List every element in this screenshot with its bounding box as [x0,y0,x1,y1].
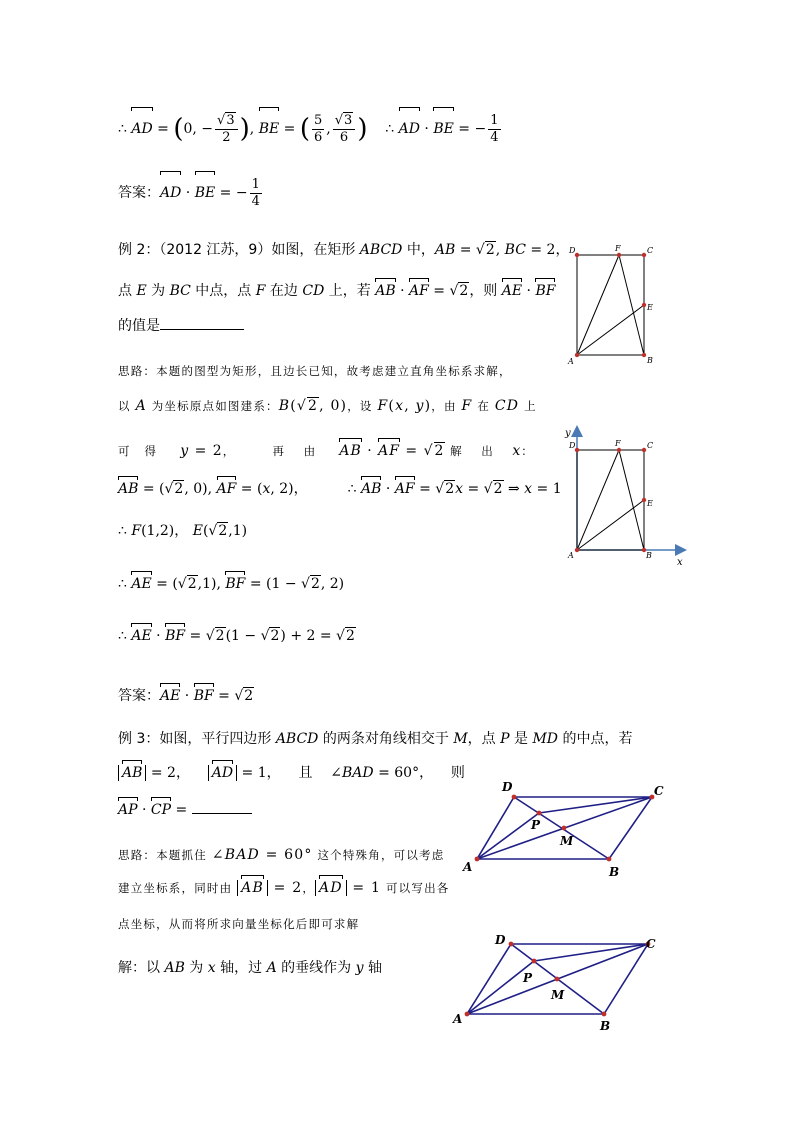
label-A: A [463,860,473,874]
example3-thinking-2: 建立坐标系，同时由 AB = 2， AD = 1 可以写出各 [118,880,450,896]
figure-parallelogram-1 [455,775,685,885]
label-D: D [569,246,576,255]
figure-rectangle-1 [560,240,670,370]
figure-parallelogram-2 [445,928,675,1038]
label-P: P [523,971,533,985]
example3-solution: 解：以 AB 为 x 轴，过 A 的垂线作为 y 轴 [118,960,382,976]
example3-thinking-1: 思路：本题抓住 ∠BAD = 60° 这个特殊角，可以考虑 [118,847,445,863]
label-A: A [568,357,574,366]
label-D: D [495,933,506,947]
x-axis-label: x [677,557,683,568]
example2-condition: 点 E 为 BC 中点，点 F 在边 CD 上，若 AB · AF = √2，则 AE · BF [118,283,556,299]
label-F: F [615,439,621,448]
label-B: B [609,865,620,879]
label-M: M [560,834,574,848]
label-B: B [647,356,653,365]
figure-rectangle-axes [560,424,690,570]
label-M: M [551,988,565,1002]
example2-title: 例 2：（2012 江苏，9）如图，在矩形 ABCD 中，AB = √2, BC = 2， [118,242,570,258]
example2-thinking-3: 可 得 y = 2， 再 由 AB · AF = √2 解 出 x： [118,443,534,459]
example2-step-points: ∴ F(1,2)， E(√2,1) [118,523,248,539]
label-C: C [654,784,664,798]
example2-question: 的值是 [118,316,244,336]
label-A: A [568,551,574,560]
example2-step-vectors: AB = (√2, 0), AF = (x, 2)， ∴ AB · AF = √2x = √2 ⇒ x = 1 [118,481,562,497]
label-D: D [569,441,576,450]
y-axis-label: y [565,428,571,439]
example3-thinking-3: 点坐标，从而将所求向量坐标化后即可求解 [118,917,360,931]
example3-question: AP · CP = [118,800,252,820]
label-A: A [453,1012,463,1026]
label-B: B [600,1019,611,1033]
example2-thinking-2: 以 A 为坐标原点如图建系：B(√2, 0)，设 F(x, y)，由 F 在 CD 上 [118,398,537,414]
label-F: F [615,244,621,253]
example3-condition: AB = 2， AD = 1， 且 ∠BAD = 60°， 则 [118,763,465,783]
label-C: C [647,441,654,450]
answer-2: 答案：AE · BF = √2 [118,688,254,704]
label-D: D [502,780,513,794]
answer-1: 答案：AD · BE = − $\frac{1}{4}$ [118,174,264,212]
label-P: P [531,818,541,832]
example2-thinking-1: 思路：本题的图型为矩形，且边长已知，故考虑建立直角坐标系求解， [118,364,512,378]
line-vectors-ad-be: ∴ AD = (0, − $\frac{√3}{2}$ ), BE = ( $\frac{5}{6}$ , $\frac{√3}{6}$ ) ∴ AD · BE = − $\frac{1}{4}$ [118,110,503,148]
example3-title: 例 3：如图，平行四边形 ABCD 的两条对角线相交于 M，点 P 是 MD 的中点，若 [118,731,633,747]
label-B: B [646,551,652,560]
label-E: E [647,303,653,312]
label-C: C [646,937,656,951]
example2-step-dot: ∴ AE · BF = √2(1 − √2) + 2 = √2 [118,628,355,644]
label-C: C [647,246,654,255]
label-E: E [647,499,653,508]
example2-step-ae-bf: ∴ AE = (√2,1), BF = (1 − √2, 2) [118,576,345,592]
